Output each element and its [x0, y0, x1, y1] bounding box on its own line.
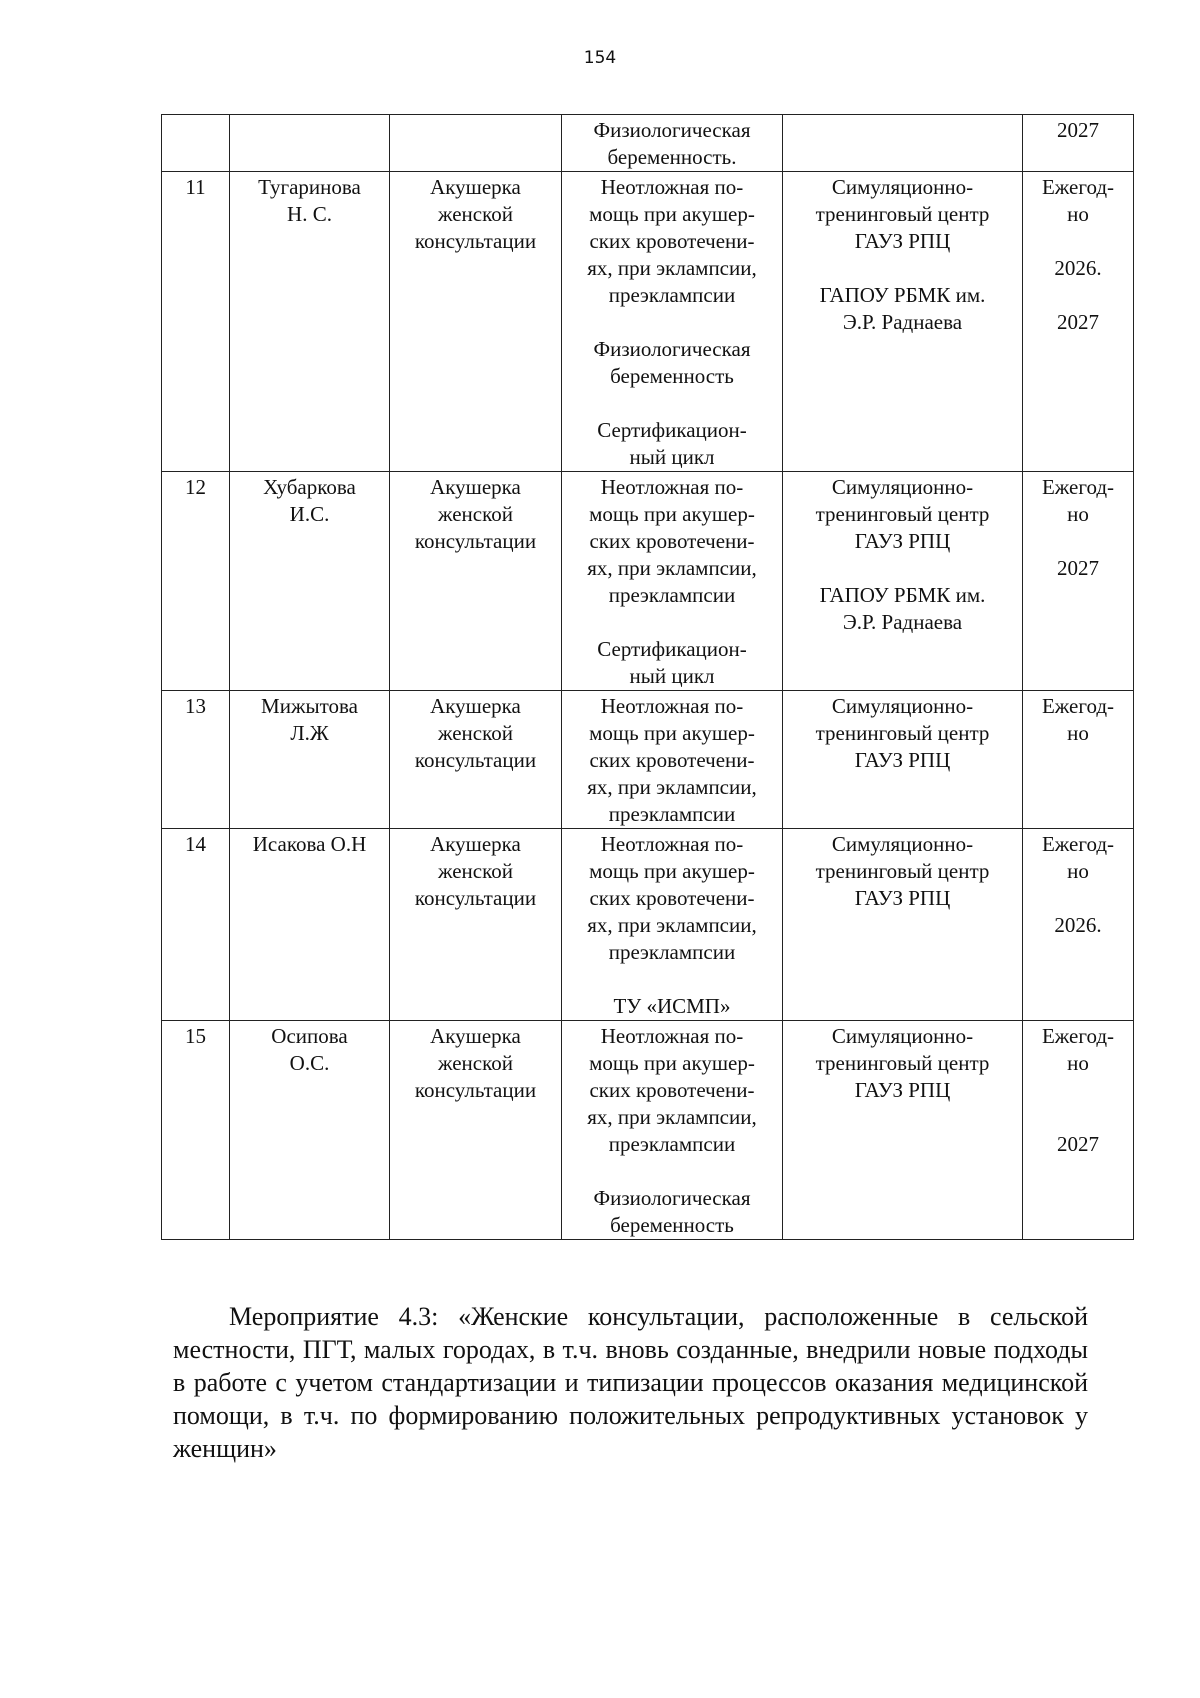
- term-entry: Ежегод- но: [1041, 475, 1115, 526]
- course-entry: Неотложная по- мощь при акушер- ских кровотечени- ях, при эклампсии, преэклампсии: [587, 475, 757, 607]
- term-entry: Ежегод- но: [1041, 175, 1115, 226]
- term-entry: Ежегод- но: [1041, 832, 1115, 883]
- training-place-entry: Симуляционно- тренинговый центр ГАУЗ РПЦ: [815, 694, 990, 772]
- entry-spacer: [789, 555, 1016, 582]
- course-entry: Неотложная по- мощь при акушер- ских кровотечени- ях, при эклампсии, преэклампсии: [587, 1024, 757, 1156]
- entry-spacer: [1029, 1158, 1127, 1185]
- entry-spacer: [789, 336, 1016, 363]
- training-place-entry: Симуляционно- тренинговый центр ГАУЗ РПЦ: [815, 175, 990, 253]
- training-plan-table: [161, 114, 1134, 1240]
- entry-spacer: [568, 966, 776, 993]
- course-cell: [562, 115, 783, 172]
- course-cell: [562, 691, 783, 829]
- course-entry: Сертификацион- ный цикл: [597, 637, 747, 688]
- training-place-entry: ГАПОУ РБМК им. Э.Р. Раднаева: [819, 583, 986, 634]
- table-row: [162, 172, 1134, 472]
- course-entry: Физиологическая беременность.: [593, 118, 751, 169]
- term-entry: 2027: [1057, 556, 1099, 580]
- term-cell: [1023, 172, 1134, 472]
- course-cell: [562, 829, 783, 1021]
- training-place-cell: [783, 472, 1023, 691]
- term-cell: [1023, 115, 1134, 172]
- training-place-cell: [783, 172, 1023, 472]
- table-row: [162, 691, 1134, 829]
- row-number-cell: 13: [162, 691, 230, 829]
- training-place-entry: ГАПОУ РБМК им. Э.Р. Раднаева: [819, 283, 986, 334]
- entry-spacer: [789, 912, 1016, 939]
- entry-spacer: [568, 609, 776, 636]
- entry-spacer: [568, 1158, 776, 1185]
- position-cell: Акушерка женской консультации: [390, 691, 562, 829]
- term-entry: 2026.: [1054, 256, 1102, 280]
- term-entry: 2027: [1057, 310, 1099, 334]
- row-number-cell: 12: [162, 472, 230, 691]
- table-body: [162, 115, 1134, 1240]
- training-place-entry: [789, 939, 1016, 966]
- course-entry: Физиологическая беременность: [593, 1186, 751, 1237]
- page-number: 154: [583, 48, 617, 68]
- course-entry: Неотложная по- мощь при акушер- ских кровотечени- ях, при эклампсии, преэклампсии: [587, 175, 757, 307]
- employee-name-cell: Мижытова Л.Ж: [230, 691, 390, 829]
- course-entry: Физиологическая беременность: [593, 337, 751, 388]
- employee-name-cell: Тугаринова Н. С.: [230, 172, 390, 472]
- course-cell: [562, 1021, 783, 1240]
- row-number-cell: 15: [162, 1021, 230, 1240]
- entry-spacer: [789, 1104, 1016, 1131]
- table-row: [162, 829, 1134, 1021]
- table-row: [162, 115, 1134, 172]
- position-cell: Акушерка женской консультации: [390, 829, 562, 1021]
- entry-spacer: [1029, 885, 1127, 912]
- entry-spacer: [1029, 528, 1127, 555]
- term-cell: [1023, 472, 1134, 691]
- term-entry: Ежегод- но: [1041, 694, 1115, 745]
- term-entry: Ежегод- но 2027: [1041, 1024, 1115, 1156]
- course-entry: ТУ «ИСМП»: [613, 994, 731, 1018]
- training-place-entry: Симуляционно- тренинговый центр ГАУЗ РПЦ: [815, 832, 990, 910]
- table-row: [162, 1021, 1134, 1240]
- entry-spacer: [1029, 228, 1127, 255]
- employee-name-cell: Исакова О.Н: [230, 829, 390, 1021]
- term-cell: [1023, 829, 1134, 1021]
- position-cell: Акушерка женской консультации: [390, 1021, 562, 1240]
- course-cell: [562, 172, 783, 472]
- term-cell: [1023, 691, 1134, 829]
- table-row: [162, 472, 1134, 691]
- entry-spacer: [1029, 282, 1127, 309]
- entry-spacer: [568, 309, 776, 336]
- training-place-entry: Симуляционно- тренинговый центр ГАУЗ РПЦ: [815, 1024, 990, 1102]
- position-cell: Акушерка женской консультации: [390, 172, 562, 472]
- row-number-cell: 14: [162, 829, 230, 1021]
- term-entry: 2027: [1057, 118, 1099, 142]
- position-cell: Акушерка женской консультации: [390, 472, 562, 691]
- row-number-cell: 11: [162, 172, 230, 472]
- term-entry: 2026.: [1054, 913, 1102, 937]
- employee-name-cell: [230, 115, 390, 172]
- training-place-entry: [789, 1131, 1016, 1158]
- position-cell: [390, 115, 562, 172]
- course-entry: Неотложная по- мощь при акушер- ских кровотечени- ях, при эклампсии, преэклампсии: [587, 694, 757, 826]
- term-entry: [1029, 1185, 1127, 1212]
- course-entry: Неотложная по- мощь при акушер- ских кровотечени- ях, при эклампсии, преэклампсии: [587, 832, 757, 964]
- entry-spacer: [568, 390, 776, 417]
- training-place-cell: [783, 691, 1023, 829]
- training-place-cell: [783, 1021, 1023, 1240]
- course-cell: [562, 472, 783, 691]
- term-cell: [1023, 1021, 1134, 1240]
- course-entry: Сертификацион- ный цикл: [597, 418, 747, 469]
- training-place-cell: [783, 829, 1023, 1021]
- employee-name-cell: Хубаркова И.С.: [230, 472, 390, 691]
- row-number-cell: [162, 115, 230, 172]
- training-place-entry: [789, 117, 1016, 144]
- entry-spacer: [789, 255, 1016, 282]
- training-place-cell: [783, 115, 1023, 172]
- training-place-entry: [789, 363, 1016, 390]
- training-place-entry: Симуляционно- тренинговый центр ГАУЗ РПЦ: [815, 475, 990, 553]
- employee-name-cell: Осипова О.С.: [230, 1021, 390, 1240]
- event-paragraph: Мероприятие 4.3: «Женские консультации, расположенные в сельской местности, ПГТ, малых городах, в т.ч. вновь созданные, внедрили новые подходы в работе с учетом стандартизации и типизации процессов оказания медицинской помощи, в т.ч. по формированию положительных репродуктивных установок у женщин»: [173, 1302, 1088, 1463]
